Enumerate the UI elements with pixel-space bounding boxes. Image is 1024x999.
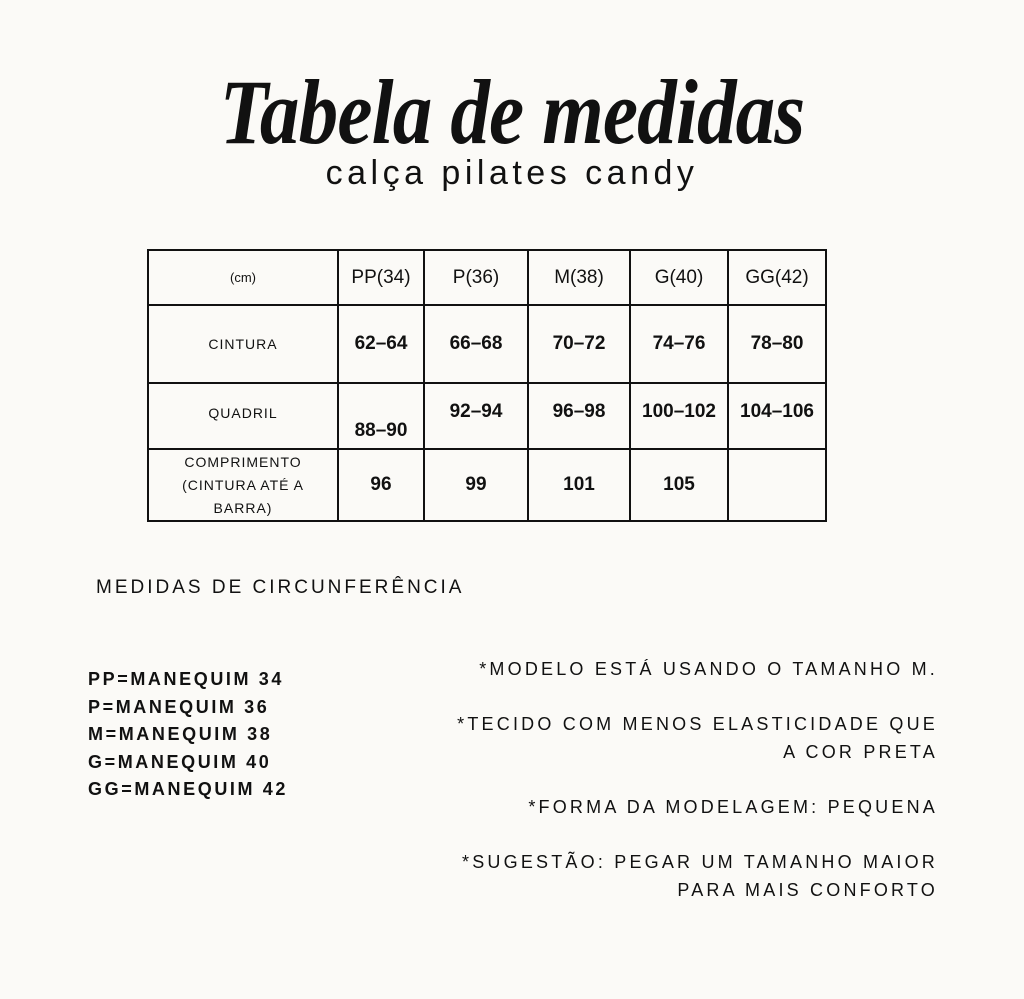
- table-row: [148, 305, 826, 383]
- table-cell: 100–102: [630, 383, 728, 449]
- size-header: G(40): [630, 250, 728, 305]
- row-label-cintura: CINTURA: [148, 305, 338, 383]
- table-cell: 88–90: [338, 383, 424, 449]
- note-line: *SUGESTÃO: PEGAR UM TAMANHO MAIOR: [462, 852, 938, 872]
- circumference-note: MEDIDAS DE CIRCUNFERÊNCIA: [96, 577, 465, 598]
- table-cell: 96: [338, 449, 424, 521]
- page-title: Tabela de medidas: [219, 61, 805, 163]
- list-item: G=MANEQUIM 40: [88, 751, 272, 772]
- list-item: P=MANEQUIM 36: [88, 696, 270, 717]
- table-cell: 96–98: [528, 383, 630, 449]
- table-cell: 104–106: [728, 383, 826, 449]
- unit-cell: (cm): [148, 250, 338, 305]
- table-row: [148, 449, 826, 521]
- table-cell: [728, 449, 826, 521]
- row-label-comprimento: [148, 449, 338, 521]
- note-line: *TECIDO COM MENOS ELASTICIDADE QUE: [457, 714, 938, 734]
- size-table: [147, 249, 827, 522]
- note-model-size: [378, 655, 938, 683]
- note-fabric: [378, 710, 938, 766]
- row-label-text: QUADRIL: [208, 404, 278, 421]
- table-row: [148, 383, 826, 449]
- note-line: A COR PRETA: [783, 742, 938, 762]
- note-line: *MODELO ESTÁ USANDO O TAMANHO M.: [479, 659, 938, 679]
- notes-block: [378, 655, 938, 904]
- row-label-line: COMPRIMENTO: [184, 453, 302, 470]
- table-header-row: [148, 250, 826, 305]
- table-cell: 70–72: [528, 305, 630, 383]
- table-cell: 62–64: [338, 305, 424, 383]
- size-header: M(38): [528, 250, 630, 305]
- row-label-quadril: [148, 383, 338, 449]
- size-header: PP(34): [338, 250, 424, 305]
- table-cell: 66–68: [424, 305, 528, 383]
- row-label-line: (CINTURA ATÉ A: [182, 476, 304, 493]
- note-suggestion: [378, 848, 938, 904]
- list-item: GG=MANEQUIM 42: [88, 779, 288, 799]
- table-cell: 92–94: [424, 383, 528, 449]
- table-cell: 99: [424, 449, 528, 521]
- table-cell: 101: [528, 449, 630, 521]
- note-fit: [378, 793, 938, 821]
- size-header: GG(42): [728, 250, 826, 305]
- table-cell: 78–80: [728, 305, 826, 383]
- page-subtitle: calça pilates candy: [325, 154, 699, 192]
- list-item: PP=MANEQUIM 34: [88, 669, 284, 689]
- note-line: PARA MAIS CONFORTO: [677, 880, 938, 900]
- table-cell: 105: [630, 449, 728, 521]
- table-cell: 74–76: [630, 305, 728, 383]
- size-header: P(36): [424, 250, 528, 305]
- mannequin-list: [88, 666, 288, 804]
- note-line: *FORMA DA MODELAGEM: PEQUENA: [528, 797, 938, 817]
- list-item: M=MANEQUIM 38: [88, 724, 273, 744]
- row-label-line: BARRA): [213, 499, 273, 516]
